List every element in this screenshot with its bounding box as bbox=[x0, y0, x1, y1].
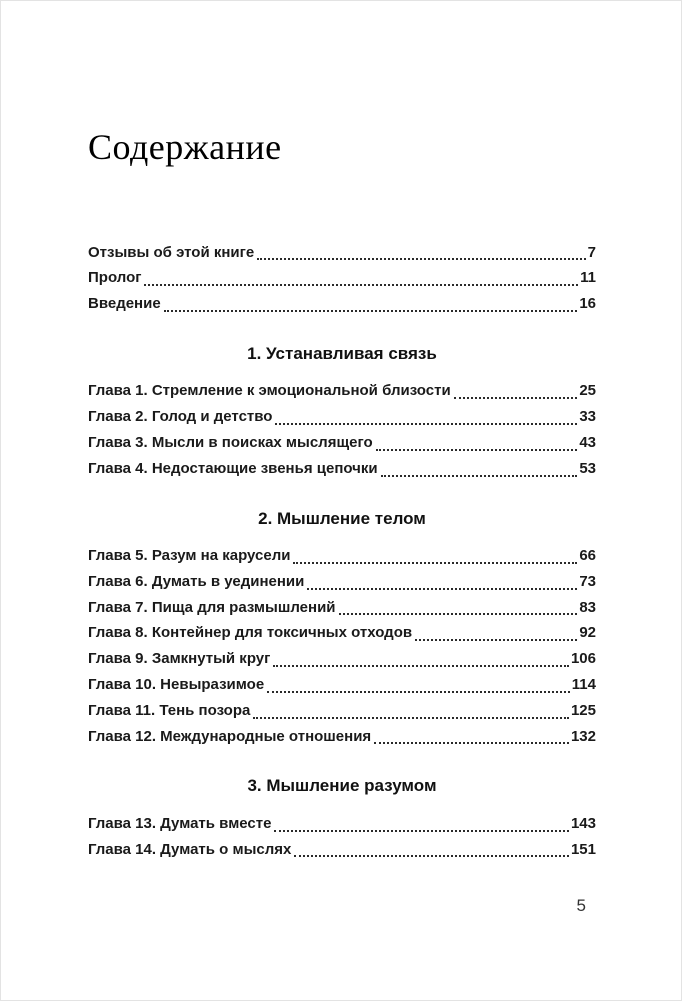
toc-entry-label: Глава 12. Международные отношения bbox=[88, 727, 372, 745]
toc-entry-label: Пролог bbox=[88, 269, 142, 287]
dot-leader bbox=[339, 613, 578, 615]
toc-entry bbox=[88, 811, 596, 837]
toc-entry-label: Глава 10. Невыразимое bbox=[88, 675, 265, 693]
toc-section bbox=[88, 776, 596, 862]
dot-leader bbox=[293, 562, 577, 564]
dot-leader bbox=[267, 691, 570, 693]
toc-entry bbox=[88, 240, 596, 266]
toc-entry-page: 16 bbox=[579, 295, 596, 313]
dot-leader bbox=[275, 423, 577, 425]
toc-entry-label: Отзывы об этой книге bbox=[88, 243, 255, 261]
toc-entry bbox=[88, 620, 596, 646]
toc-entry-label: Глава 6. Думать в уединении bbox=[88, 572, 305, 590]
toc-entry bbox=[88, 456, 596, 482]
toc-entry-page: 114 bbox=[571, 675, 596, 693]
dot-leader bbox=[144, 284, 578, 286]
toc-entry bbox=[88, 595, 596, 621]
page-title: Содержание bbox=[88, 127, 282, 167]
dot-leader bbox=[374, 742, 569, 744]
toc-entry-page: 125 bbox=[570, 701, 596, 719]
toc-entry bbox=[88, 291, 596, 317]
toc-entry bbox=[88, 698, 596, 724]
toc-entry bbox=[88, 569, 596, 595]
toc-entry-label: Глава 7. Пища для размышлений bbox=[88, 598, 336, 616]
toc-section bbox=[88, 509, 596, 750]
toc-entry-page: 83 bbox=[579, 598, 596, 616]
toc-entry-page: 132 bbox=[570, 727, 596, 745]
toc-entry-label: Глава 2. Голод и детство bbox=[88, 408, 273, 426]
dot-leader bbox=[274, 830, 569, 832]
toc-entry-page: 151 bbox=[570, 840, 596, 858]
toc-entry-label: Глава 3. Мысли в поисках мыслящего bbox=[88, 433, 373, 451]
toc-entry bbox=[88, 646, 596, 672]
toc-entry bbox=[88, 837, 596, 863]
toc-entry-label: Глава 11. Тень позора bbox=[88, 701, 251, 719]
toc-entry bbox=[88, 430, 596, 456]
page-number: 5 bbox=[576, 896, 586, 915]
toc-entry-page: 43 bbox=[579, 433, 596, 451]
toc-entry-label: Введение bbox=[88, 295, 161, 313]
toc-entry-page: 66 bbox=[579, 546, 596, 564]
toc-entry-page: 73 bbox=[579, 572, 596, 590]
dot-leader bbox=[164, 310, 578, 312]
toc-entry-label: Глава 4. Недостающие звенья цепочки bbox=[88, 459, 378, 477]
toc-entry-label: Глава 14. Думать о мыслях bbox=[88, 840, 292, 858]
section-heading: 1. Устанавливая связь bbox=[247, 343, 437, 363]
toc-entry-page: 33 bbox=[579, 408, 596, 426]
dot-leader bbox=[381, 475, 578, 477]
toc-entry bbox=[88, 378, 596, 404]
toc-section bbox=[88, 344, 596, 482]
section-heading: 2. Мышление телом bbox=[258, 508, 426, 528]
dot-leader bbox=[253, 717, 569, 719]
toc-entry-page: 53 bbox=[579, 459, 596, 477]
toc-entry-page: 143 bbox=[570, 814, 596, 832]
toc-entry-page: 11 bbox=[580, 269, 596, 287]
toc-entry bbox=[88, 672, 596, 698]
toc-entry-label: Глава 9. Замкнутый круг bbox=[88, 650, 271, 668]
section-heading: 3. Мышление разумом bbox=[247, 776, 437, 796]
toc-entry-page: 106 bbox=[570, 650, 596, 668]
dot-leader bbox=[307, 588, 577, 590]
toc-entry bbox=[88, 543, 596, 569]
dot-leader bbox=[257, 258, 585, 260]
toc-entry-page: 7 bbox=[587, 243, 596, 261]
toc-entry-page: 25 bbox=[579, 382, 596, 400]
toc-entry-label: Глава 1. Стремление к эмоциональной близости bbox=[88, 382, 451, 400]
dot-leader bbox=[376, 449, 578, 451]
toc-entry bbox=[88, 265, 596, 291]
dot-leader bbox=[294, 855, 569, 857]
dot-leader bbox=[273, 665, 569, 667]
toc-entry-label: Глава 13. Думать вместе bbox=[88, 814, 272, 832]
dot-leader bbox=[454, 397, 578, 399]
toc-entry bbox=[88, 724, 596, 750]
toc-entry bbox=[88, 404, 596, 430]
toc-entry-label: Глава 8. Контейнер для токсичных отходов bbox=[88, 624, 413, 642]
toc-entry-label: Глава 5. Разум на карусели bbox=[88, 546, 291, 564]
toc-entry-page: 92 bbox=[579, 624, 596, 642]
front-matter-list bbox=[88, 240, 596, 317]
dot-leader bbox=[415, 639, 577, 641]
